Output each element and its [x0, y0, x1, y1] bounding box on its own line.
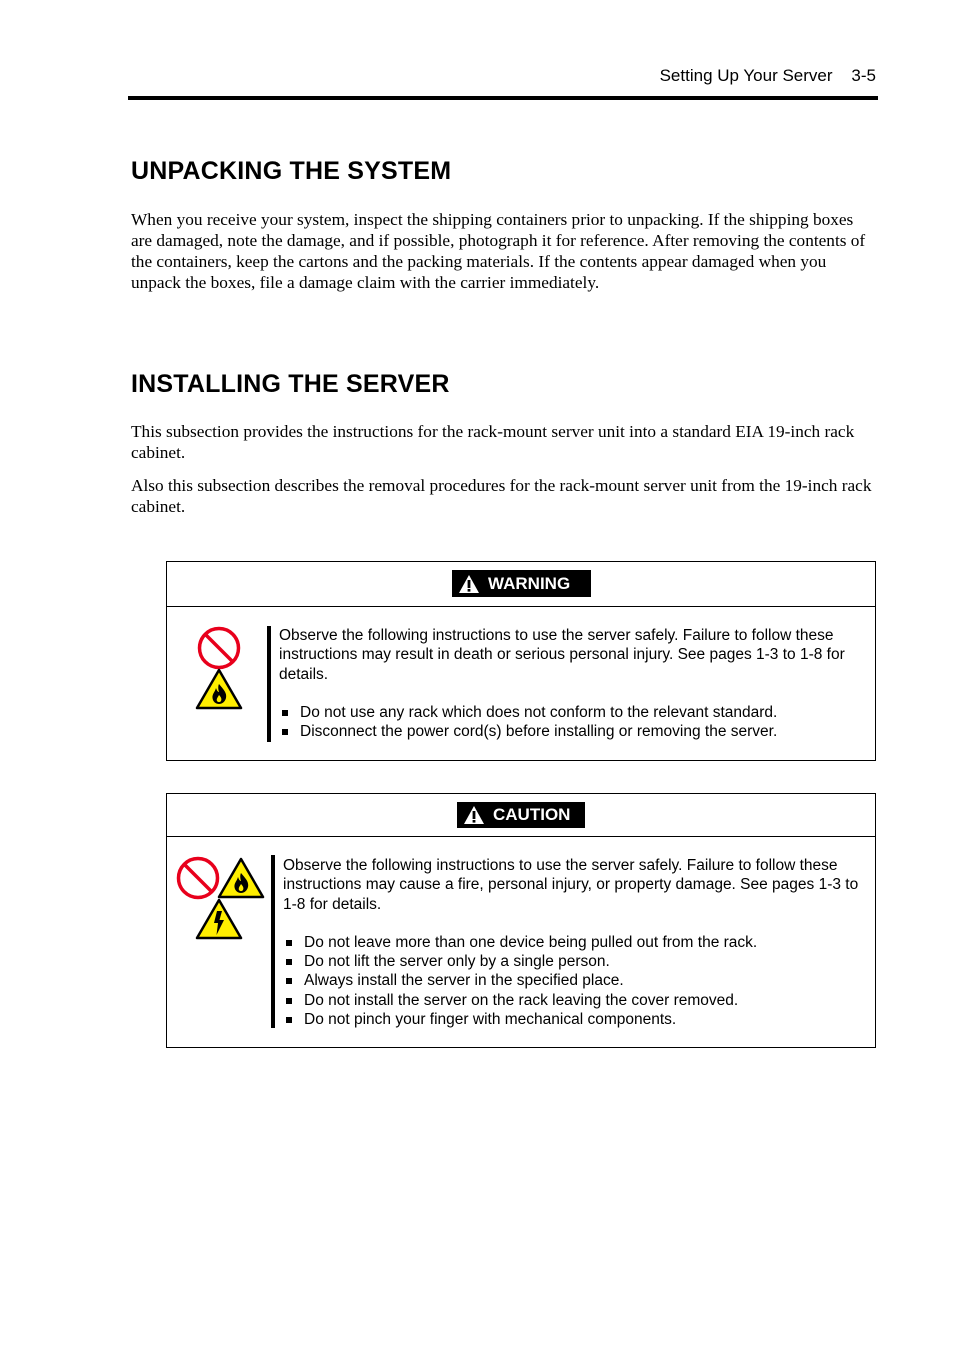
caution-badge [457, 802, 585, 828]
list-item: Do not use any rack which does not conform to the relevant standard. [279, 703, 867, 722]
warning-text [279, 626, 867, 741]
page-header [128, 66, 878, 100]
prohibition-icon [196, 625, 242, 671]
warning-list [279, 703, 867, 742]
list-item: Do not lift the server only by a single person. [283, 952, 867, 971]
warning-badge [452, 570, 591, 597]
caution-text [283, 856, 867, 1029]
unpacking-body: When you receive your system, inspect the shipping containers prior to unpacking. If the shipping boxes are damaged, note the damage, and if possible, photograph it for reference. After removing the contents of the containers, keep the cartons and the packing materials. If the contents appear damaged when you unpack the boxes, file a damage claim with the carrier immediately. [131, 210, 866, 292]
list-item: Do not install the server on the rack leaving the cover removed. [283, 991, 867, 1010]
warning-header [167, 562, 875, 607]
caution-bar [271, 855, 275, 1028]
caution-label: CAUTION [493, 805, 571, 824]
installing-body-2: Also this subsection describes the removal procedures for the rack-mount server unit from the 19-inch rack cabinet. [131, 476, 872, 516]
caution-intro: Observe the following instructions to use the server safely. Failure to follow these instructions may cause a fire, personal injury, or property damage. See pages 1-3 to 1-8 for details. [283, 857, 859, 913]
warning-box [166, 561, 876, 761]
installing-heading: INSTALLING THE SERVER [131, 370, 450, 398]
alert-triangle-icon [463, 805, 485, 825]
warning-bar [267, 626, 271, 742]
caution-list [283, 933, 867, 1029]
list-item: Disconnect the power cord(s) before installing or removing the server. [279, 722, 867, 741]
warning-label: WARNING [488, 574, 571, 593]
prohibition-icon [175, 855, 221, 901]
warning-intro: Observe the following instructions to use the server safely. Failure to follow these instructions may result in death or serious personal injury. See pages 1-3 to 1-8 for details. [279, 627, 845, 683]
caution-box [166, 793, 876, 1048]
electric-shock-icon [195, 898, 243, 940]
page-header-text: Setting Up Your Server 3-5 [659, 66, 876, 85]
list-item: Do not leave more than one device being pulled out from the rack. [283, 933, 867, 952]
unpacking-heading: UNPACKING THE SYSTEM [131, 157, 452, 185]
fire-hazard-icon [195, 668, 243, 710]
installing-body-1: This subsection provides the instructions for the rack-mount server unit into a standard EIA 19-inch rack cabinet. [131, 422, 855, 462]
list-item: Always install the server in the specified place. [283, 971, 867, 990]
list-item: Do not pinch your finger with mechanical components. [283, 1010, 867, 1029]
alert-triangle-icon [458, 574, 480, 594]
caution-header [167, 794, 875, 837]
fire-hazard-icon [217, 857, 265, 899]
